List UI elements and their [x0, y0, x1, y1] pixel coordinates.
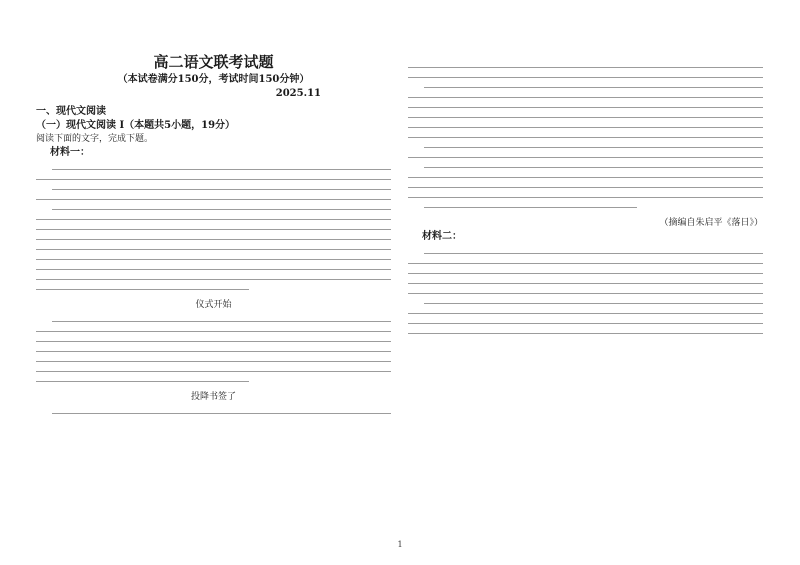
exam-subtitle: （本试卷满分150分，考试时间150分钟） [117, 74, 310, 85]
instruction-text: 阅读下面的文字，完成下题。 [36, 134, 154, 144]
text-line [36, 219, 391, 220]
text-line [52, 209, 391, 210]
text-line [52, 413, 391, 414]
subheading-ceremony: 仪式开始 [195, 300, 232, 310]
text-line [408, 313, 763, 314]
right-body-top [408, 67, 763, 208]
exam-title: 高二语文联考试题 [153, 53, 274, 71]
text-line [36, 179, 391, 180]
text-line [52, 321, 391, 322]
text-line [408, 157, 763, 158]
text-line [36, 289, 249, 290]
section-heading: 一、现代文阅读 [36, 106, 106, 117]
text-line [408, 283, 763, 284]
text-line [36, 199, 391, 200]
text-line [424, 87, 763, 88]
text-line [52, 169, 391, 170]
subheading-surrender: 投降书签了 [190, 392, 236, 402]
text-line [408, 177, 763, 178]
exam-date: 2025.11 [275, 88, 321, 99]
text-line [408, 293, 763, 294]
text-line [408, 323, 763, 324]
text-line [408, 117, 763, 118]
text-line [408, 137, 763, 138]
text-line [408, 333, 763, 334]
text-line [424, 207, 637, 208]
text-line [408, 187, 763, 188]
subsection-heading: （一）现代文阅读 I（本题共5小题，19分） [36, 120, 236, 131]
text-line [36, 239, 391, 240]
text-line [408, 77, 763, 78]
text-line [36, 371, 391, 372]
text-line [408, 197, 763, 198]
source-note: （摘编自朱启平《落日》） [659, 218, 763, 228]
text-line [36, 259, 391, 260]
text-line [36, 361, 391, 362]
text-line [408, 97, 763, 98]
text-line [408, 263, 763, 264]
material-two-label: 材料二： [422, 231, 462, 242]
text-line [36, 381, 249, 382]
text-line [424, 253, 763, 254]
text-line [36, 351, 391, 352]
text-line [408, 127, 763, 128]
ceremony-body [36, 321, 391, 382]
text-line [424, 303, 763, 304]
text-line [36, 341, 391, 342]
material-one-label: 材料一： [50, 147, 90, 158]
left-column [36, 52, 391, 423]
text-line [36, 229, 391, 230]
text-line [52, 189, 391, 190]
page-number: 1 [397, 540, 403, 549]
text-line [408, 273, 763, 274]
material-one-body [36, 169, 391, 290]
material-two-body [408, 253, 763, 334]
text-line [408, 67, 763, 68]
text-line [36, 269, 391, 270]
text-line [36, 249, 391, 250]
text-line [36, 331, 391, 332]
surrender-body [36, 413, 391, 414]
text-line [424, 147, 763, 148]
right-column [408, 58, 763, 343]
text-line [36, 279, 391, 280]
title-block [36, 52, 391, 101]
text-line [424, 167, 763, 168]
text-line [408, 107, 763, 108]
